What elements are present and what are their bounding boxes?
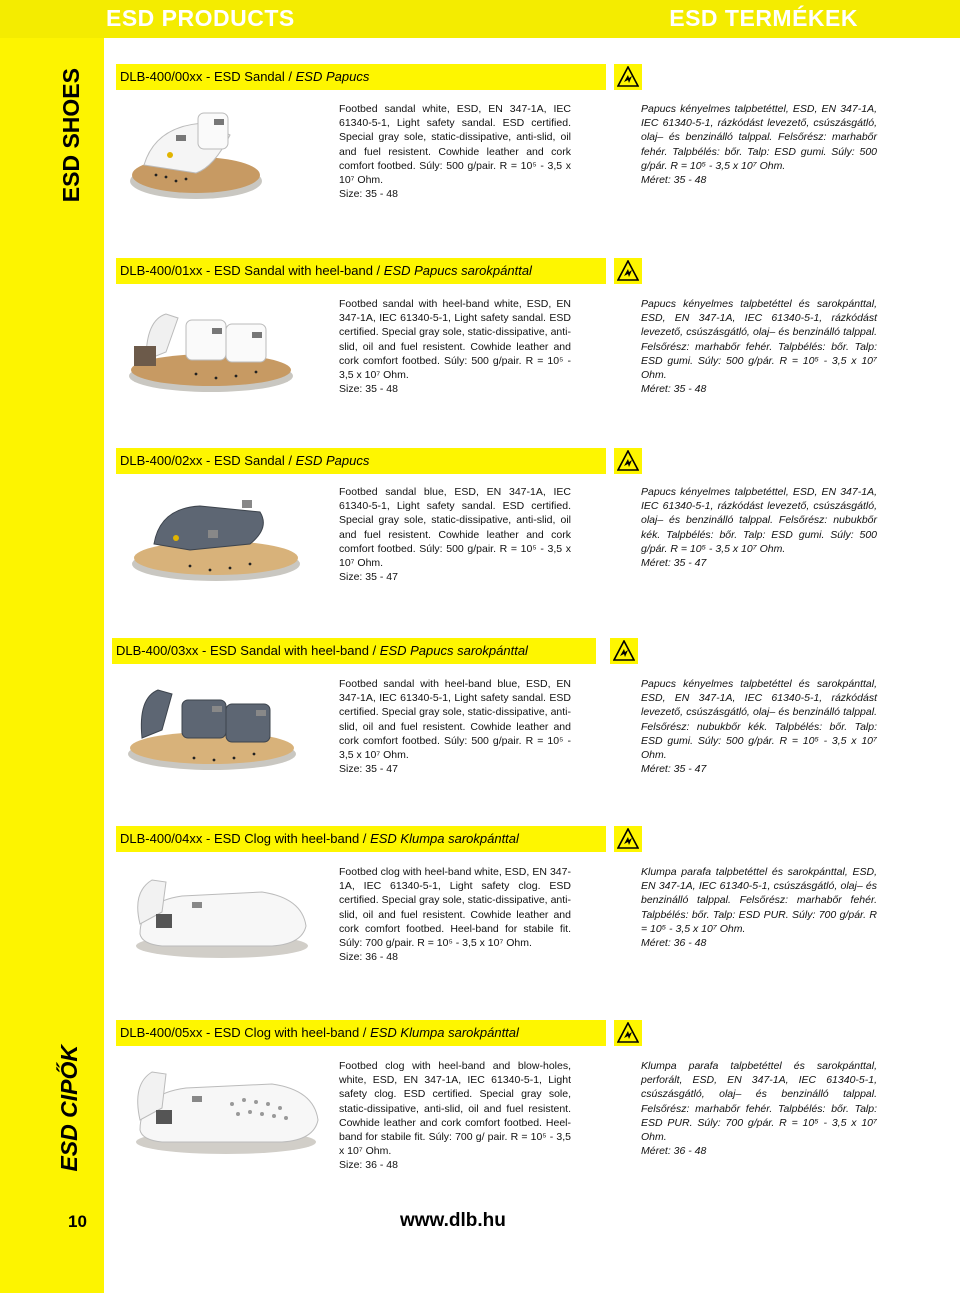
description-hu-text: Klumpa parafa talpbetéttel és sarokpánttal, ESD, EN 347-1A, IEC 61340-5-1, csúszásgátló, olaj– és benzinálló talppal. Felsőrész: marhabőr fehér. Talpbélés: bőr. Talp: ESD PUR. Súly: 700 g/pár. R = 10⁵ - 3,5 x 10⁷ Ohm. [641, 866, 877, 935]
product-title [112, 638, 596, 664]
product-code: DLB-400/00xx - [120, 69, 211, 84]
description-hu-text: Klumpa parafa talpbetéttel és sarokpánttal, perforált, ESD, EN 347-1A, IEC 61340-5-1, csúszásgátló, olaj– és benzinálló talppal. Felsőrész: marhabőr fehér. Talpbélés: bőr. Talp: ESD PUR. Súly: 700 g/pár. R = 10⁵ - 3,5 x 10⁷ Ohm. [641, 1060, 877, 1144]
description-en-text: Footbed sandal white, ESD, EN 347-1A, IEC 61340-5-1, Light safety sandal. ESD certified. Special gray sole, static-dissipative, anti-slid, oil and fuel resistent. Cowhide leather and cork comfort footbed. Súly: 500 g/pair. R = 10⁵ - 3,5 x 10⁷ Ohm. [339, 103, 571, 187]
product-name: ESD Sandal with heel-band / [209, 643, 377, 658]
description-hu-text: Papucs kényelmes talpbetéttel, ESD, EN 347-1A, IEC 61340-5-1, rázkódást levezető, csúszásgátló, olaj– és benzinálló talppal. Felsőrész: marhabőr fehér. Talpbélés: bőr. Talp: ESD gumi. Súly: 500 g/pár. R = 10⁵ - 3,5 x 10⁷ Ohm. [641, 103, 877, 172]
description-en [339, 865, 571, 964]
product-code: DLB-400/05xx - [120, 1025, 211, 1040]
description-hu-text: Papucs kényelmes talpbetéttel és sarokpánttal, ESD, EN 347-1A, IEC 61340-5-1, rázkódást levezető, csúszásgátló, olaj– és benzinálló talppal. Felsőrész: marhabőr fehér. Talpbélés: bőr. Talp: ESD gumi. Súly: 500 g/pár. R = 10⁵ - 3,5 x 10⁷ Ohm. [641, 298, 877, 382]
size-hu: Méret: 36 - 48 [641, 1145, 707, 1158]
product-name: ESD Clog with heel-band / [213, 831, 367, 846]
sidebar-label-bottom [56, 1045, 96, 1175]
esd-warning-icon [610, 638, 638, 664]
product-name-hu: ESD Papucs sarokpánttal [383, 263, 532, 278]
description-en [339, 677, 571, 776]
product-code: DLB-400/02xx - [120, 453, 211, 468]
esd-warning-icon [614, 258, 642, 284]
website-link[interactable]: www.dlb.hu [400, 1210, 506, 1231]
sandal-blue-image [130, 484, 302, 584]
description-hu [641, 1059, 877, 1158]
product-name-hu: ESD Papucs [295, 453, 370, 468]
product-name-hu: ESD Klumpa sarokpánttal [370, 831, 519, 846]
product-name-hu: ESD Papucs [295, 69, 370, 84]
clog-white-image [122, 862, 312, 962]
clog-white-perforated-image [122, 1054, 322, 1158]
product-name-hu: ESD Klumpa sarokpánttal [370, 1025, 519, 1040]
size-hu: Méret: 36 - 48 [641, 937, 707, 950]
description-en-text: Footbed sandal with heel-band blue, ESD, EN 347-1A, IEC 61340-5-1, Light safety sandal. ESD certified. Special gray sole, static-dissipative, anti-slid, oil and fuel resistent. Cowhide leather and cork comfort footbed. Súly: 500 g/pair. R = 10⁵ - 3,5 x 10⁷ Ohm. [339, 678, 571, 762]
product-name-hu: ESD Papucs sarokpánttal [379, 643, 528, 658]
description-hu [641, 102, 877, 187]
description-en-text: Footbed clog with heel-band white, ESD, EN 347-1A, IEC 61340-5-1, Light safety clog. ESD certified. Special gray sole, static-dissipative, anti-slid, oil and fuel resistent. Cowhide leather and cork comfort footbed. Heel-band for stabile fit. Súly: 700 g/pair. R = 10⁵ - 3,5 x 10⁷ Ohm. [339, 866, 571, 950]
description-en [339, 1059, 571, 1173]
size-en: Size: 35 - 47 [339, 571, 398, 584]
header-title-hu: ESD TERMÉKEK [669, 5, 858, 31]
product-name: ESD Sandal / [213, 453, 292, 468]
esd-warning-icon [614, 448, 642, 474]
sandal-white-image [126, 95, 266, 203]
size-en: Size: 35 - 48 [339, 383, 398, 396]
size-en: Size: 35 - 48 [339, 188, 398, 201]
product-name: ESD Sandal with heel-band / [213, 263, 381, 278]
sidebar-label-top-text: ESD SHOES [58, 68, 84, 203]
product-title [116, 448, 606, 474]
description-hu [641, 297, 877, 396]
description-hu [641, 485, 877, 570]
header-title-en: ESD PRODUCTS [106, 5, 295, 31]
size-hu: Méret: 35 - 47 [641, 763, 707, 776]
product-name: ESD Sandal / [213, 69, 292, 84]
size-en: Size: 35 - 47 [339, 763, 398, 776]
description-en [339, 297, 571, 396]
page-header [0, 0, 960, 38]
size-hu: Méret: 35 - 48 [641, 383, 707, 396]
description-hu-text: Papucs kényelmes talpbetéttel, ESD, EN 347-1A, IEC 61340-5-1, rázkódást levezető, csúszásgátló, olaj– és benzinálló talppal. Felsőrész: nubukbőr kék. Talpbélés: bőr. Talp: ESD gumi. Súly: 500 g/pár. R = 10⁵ - 3,5 x 10⁷ Ohm. [641, 486, 877, 555]
size-hu: Méret: 35 - 48 [641, 174, 707, 187]
size-en: Size: 36 - 48 [339, 1159, 398, 1172]
product-code: DLB-400/01xx - [120, 263, 211, 278]
page-number: 10 [68, 1212, 87, 1231]
product-name: ESD Clog with heel-band / [213, 1025, 367, 1040]
description-en [339, 485, 571, 584]
product-title [116, 64, 606, 90]
description-hu-text: Papucs kényelmes talpbetéttel és sarokpánttal, ESD, EN 347-1A, IEC 61340-5-1, rázkódást levezető, csúszásgátló, olaj– és benzinálló talppal. Felsőrész: nubukbőr kék. Talpbélés: bőr. Talp: ESD gumi. Súly: 500 g/pár. R = 10⁵ - 3,5 x 10⁷ Ohm. [641, 678, 877, 762]
product-title [116, 1020, 606, 1046]
product-code: DLB-400/04xx - [120, 831, 211, 846]
description-en [339, 102, 571, 201]
description-en-text: Footbed sandal with heel-band white, ESD, EN 347-1A, IEC 61340-5-1, Light safety sandal. ESD certified. Special gray sole, static-dissipative, anti-slid, oil and fuel resistent. Cowhide leather and cork comfort footbed. Súly: 500 g/pair. R = 10⁵ - 3,5 x 10⁷ Ohm. [339, 298, 571, 382]
size-hu: Méret: 35 - 47 [641, 557, 707, 570]
sandal-white-heelband-image [126, 290, 296, 396]
size-en: Size: 36 - 48 [339, 951, 398, 964]
esd-warning-icon [614, 64, 642, 90]
description-hu [641, 865, 877, 950]
product-title [116, 258, 606, 284]
product-title [116, 826, 606, 852]
sandal-blue-heelband-image [124, 670, 300, 774]
description-en-text: Footbed clog with heel-band and blow-holes, white, ESD, EN 347-1A, IEC 61340-5-1, Light safety clog. ESD certified. Special gray sole, static-dissipative, anti-slid, oil and fuel resistent. Cowhide leather and cork comfort footbed. Heel-band for stabile fit. Súly: 700 g/ pair. R = 10⁵ - 3,5 x 10⁷ Ohm. [339, 1060, 571, 1158]
sidebar-label-bottom-text: ESD CIPŐK [56, 1045, 82, 1172]
product-code: DLB-400/03xx - [116, 643, 207, 658]
sidebar-label-top [58, 68, 94, 203]
esd-warning-icon [614, 1020, 642, 1046]
description-hu [641, 677, 877, 776]
esd-warning-icon [614, 826, 642, 852]
description-en-text: Footbed sandal blue, ESD, EN 347-1A, IEC 61340-5-1, Light safety sandal. ESD certified. Special gray sole, static-dissipative, anti-slid, oil and fuel resistent. Cowhide leather and cork comfort footbed. Súly: 500 g/pair. R = 10⁵ - 3,5 x 10⁷ Ohm. [339, 486, 571, 570]
